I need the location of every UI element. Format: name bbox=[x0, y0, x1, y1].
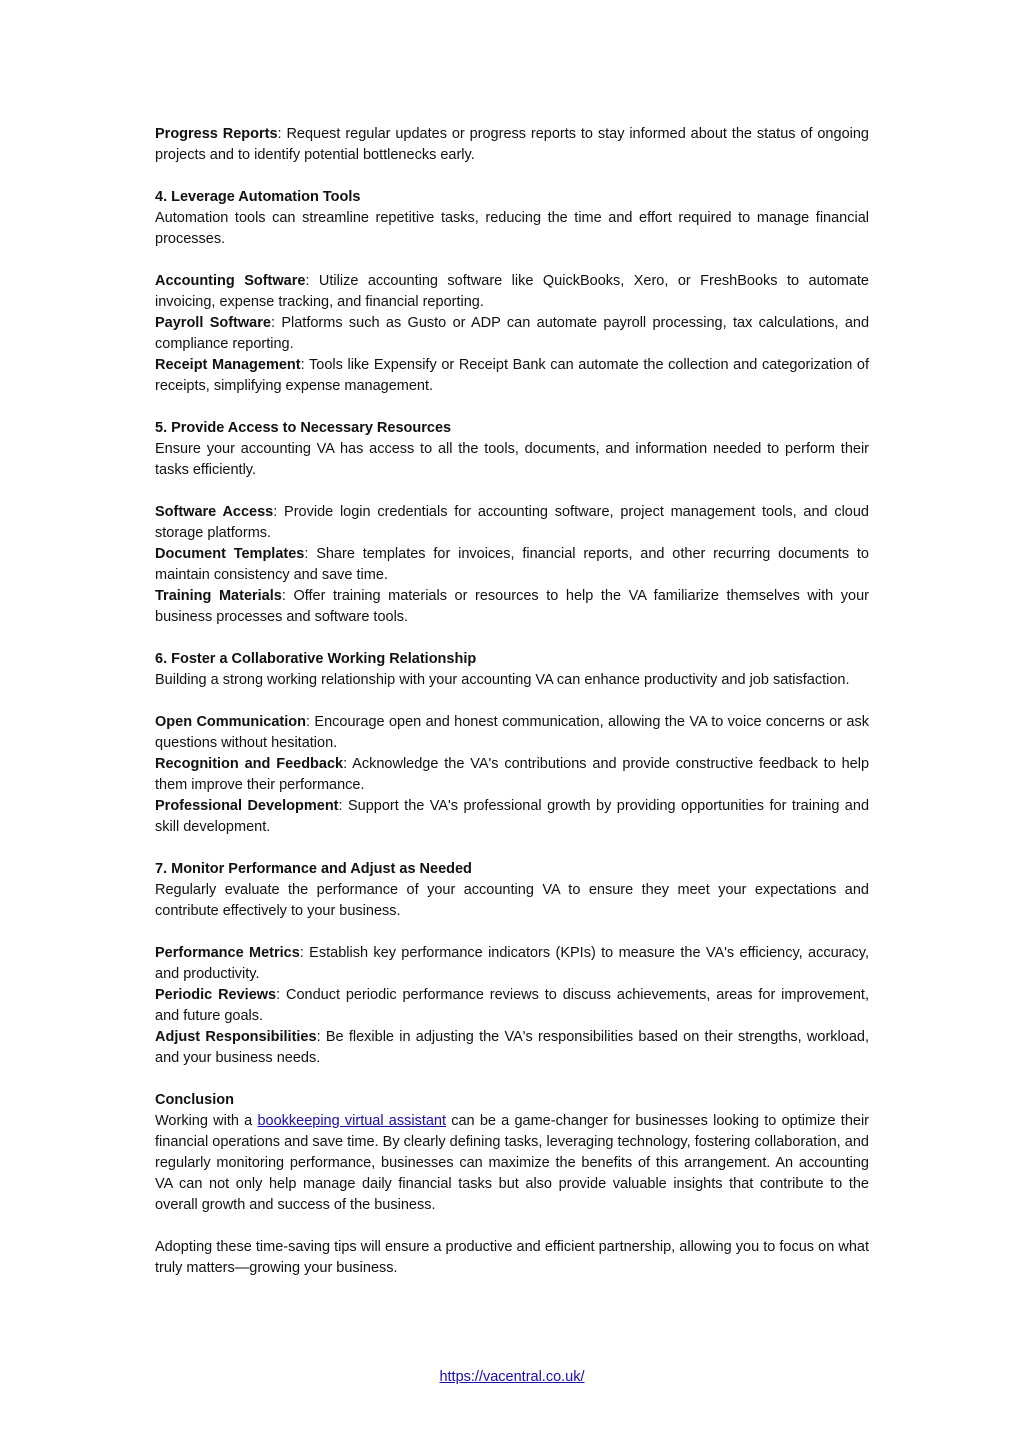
footer-url-link[interactable]: https://vacentral.co.uk/ bbox=[439, 1369, 585, 1385]
item-term: Payroll Software bbox=[155, 315, 271, 331]
item-term: Accounting Software bbox=[155, 273, 306, 289]
list-item bbox=[155, 313, 869, 355]
item-term: Professional Development bbox=[155, 798, 339, 814]
item-text: : Tools like Expensify or Receipt Bank can automate the collection and categorization of receipts, simplifying expense management. bbox=[155, 357, 869, 394]
item-text: : Request regular updates or progress reports to stay informed about the status of ongoing projects and to identify potential bottlenecks early. bbox=[155, 126, 869, 163]
list-item bbox=[155, 502, 869, 544]
item-text: : Acknowledge the VA's contributions and provide constructive feedback to help them improve their performance. bbox=[155, 756, 870, 793]
item-term: Performance Metrics bbox=[155, 945, 300, 961]
section-5-intro: Ensure your accounting VA has access to all the tools, documents, and information needed to perform their tasks efficiently. bbox=[155, 441, 869, 478]
item-text: : Be flexible in adjusting the VA's responsibilities based on their strengths, workload, and your business needs. bbox=[155, 1029, 869, 1066]
item-text: : Support the VA's professional growth by providing opportunities for training and skill development. bbox=[155, 798, 870, 835]
item-text: : Offer training materials or resources to help the VA familiarize themselves with your business processes and software tools. bbox=[155, 588, 869, 625]
item-term: Periodic Reviews bbox=[155, 987, 277, 1003]
list-item bbox=[155, 943, 869, 985]
item-term: Progress Reports bbox=[155, 126, 278, 142]
item-text: : Establish key performance indicators (KPIs) to measure the VA's efficiency, accuracy, and productivity. bbox=[155, 945, 869, 982]
section-4-heading: 4. Leverage Automation Tools bbox=[155, 189, 361, 205]
list-item bbox=[155, 271, 869, 313]
bookkeeping-va-link[interactable]: bookkeeping virtual assistant bbox=[257, 1113, 447, 1129]
item-term: Software Access bbox=[155, 504, 274, 520]
list-item bbox=[155, 985, 869, 1027]
list-item bbox=[155, 586, 869, 628]
item-text: : Encourage open and honest communication, allowing the VA to voice concerns or ask questions without hesitation. bbox=[155, 714, 869, 751]
conclusion-heading: Conclusion bbox=[155, 1092, 234, 1108]
progress-reports-item bbox=[155, 124, 869, 166]
conclusion-paragraph: Working with a bookkeeping virtual assistant can be a game-changer for businesses looking to optimize their financial operations and save time. By clearly defining tasks, leveraging technology, fostering collaboration, and regularly monitoring performance, businesses can maximize the benefits of this arrangement. An accounting VA can not only help manage daily financial tasks but also provide valuable insights that contribute to the overall growth and success of the business. bbox=[155, 1113, 869, 1213]
item-text: : Utilize accounting software like QuickBooks, Xero, or FreshBooks to automate invoicing, expense tracking, and financial reporting. bbox=[155, 273, 869, 310]
section-7-heading: 7. Monitor Performance and Adjust as Needed bbox=[155, 861, 472, 877]
closing-paragraph: Adopting these time-saving tips will ensure a productive and efficient partnership, allowing you to focus on what truly matters—growing your business. bbox=[155, 1239, 869, 1276]
section-6-heading: 6. Foster a Collaborative Working Relationship bbox=[155, 651, 477, 667]
section-7-intro: Regularly evaluate the performance of your accounting VA to ensure they meet your expectations and contribute effectively to your business. bbox=[155, 882, 869, 919]
item-term: Recognition and Feedback bbox=[155, 756, 344, 772]
item-term: Training Materials bbox=[155, 588, 282, 604]
list-item bbox=[155, 796, 869, 838]
item-term: Adjust Responsibilities bbox=[155, 1029, 317, 1045]
list-item bbox=[155, 754, 869, 796]
section-6-intro: Building a strong working relationship with your accounting VA can enhance productivity and job satisfaction. bbox=[155, 672, 850, 688]
document-body bbox=[155, 124, 869, 1279]
item-term: Receipt Management bbox=[155, 357, 301, 373]
item-text: : Conduct periodic performance reviews to discuss achievements, areas for improvement, and future goals. bbox=[155, 987, 869, 1024]
item-term: Open Communication bbox=[155, 714, 307, 730]
list-item bbox=[155, 355, 869, 397]
item-text: : Provide login credentials for accounting software, project management tools, and cloud storage platforms. bbox=[155, 504, 869, 541]
item-text: : Share templates for invoices, financial reports, and other recurring documents to maintain consistency and save time. bbox=[155, 546, 869, 583]
list-item bbox=[155, 544, 869, 586]
section-5-heading: 5. Provide Access to Necessary Resources bbox=[155, 420, 452, 436]
list-item bbox=[155, 712, 869, 754]
page-footer bbox=[0, 1367, 1024, 1388]
item-text: : Platforms such as Gusto or ADP can automate payroll processing, tax calculations, and compliance reporting. bbox=[155, 315, 870, 352]
list-item bbox=[155, 1027, 869, 1069]
item-term: Document Templates bbox=[155, 546, 305, 562]
section-4-intro: Automation tools can streamline repetitive tasks, reducing the time and effort required to manage financial processes. bbox=[155, 210, 869, 247]
